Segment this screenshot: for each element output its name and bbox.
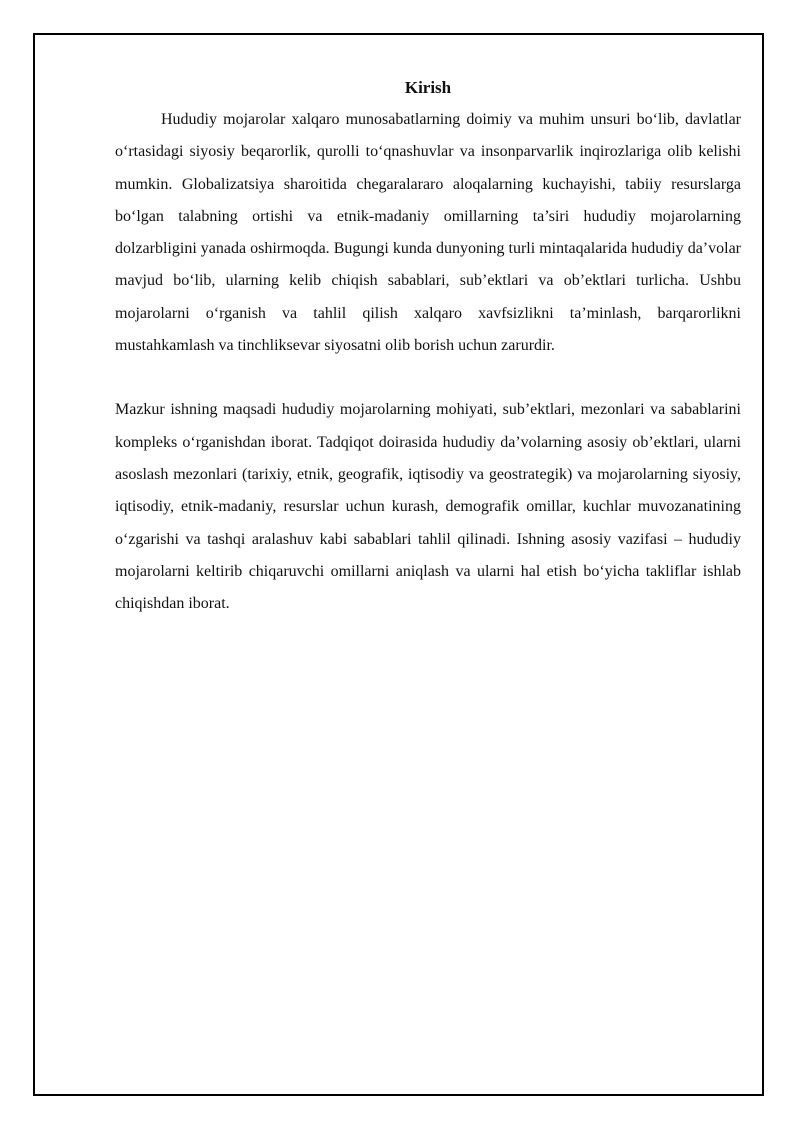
paragraph-introduction: Hududiy mojarolar xalqaro munosabatlarning doimiy va muhim unsuri bo‘lib, davlatlar o‘rtasidagi siyosiy beqarorlik, qurolli to‘qnashuvlar va insonparvarlik inqirozlariga olib kelishi mumkin. Globalizatsiya sharoitida chegaralararo aloqalarning kuchayishi, tabiiy resurslarga bo‘lgan talabning ortishi va etnik-madaniy omillarning ta’siri hududiy mojarolarning dolzarbligini yanada oshirmoqda. Bugungi kunda dunyoning turli mintaqalarida hududiy da’volar mavjud bo‘lib, ularning kelib chiqish sabablari, sub’ektlari va ob’ektlari turlicha. Ushbu mojarolarni o‘rganish va tahlil qilish xalqaro xavfsizlikni ta’minlash, barqarorlikni mustahkamlash va tinchliksevar siyosatni olib borish uchun zarurdir. [115,111,741,355]
document-body [115,75,741,620]
paragraph-objective: Mazkur ishning maqsadi hududiy mojarolarning mohiyati, sub’ektlari, mezonlari va sabablarini kompleks o‘rganishdan iborat. Tadqiqot doirasida hududiy da’volarning asosiy ob’ektlari, ularni asoslash mezonlari (tarixiy, etnik, geografik, iqtisodiy va geostrategik) va mojarolarning siyosiy, iqtisodiy, etnik-madaniy, resurslar uchun kurash, demografik omillar, kuchlar muvozanatining o‘zgarishi va tashqi aralashuv kabi sabablari tahlil qilinadi. Ishning asosiy vazifasi – hududiy mojarolarni keltirib chiqaruvchi omillarni aniqlash va ularni hal etish bo‘yicha takliflar ishlab chiqishdan iborat. [115,401,741,613]
document-title: Kirish [404,78,452,97]
